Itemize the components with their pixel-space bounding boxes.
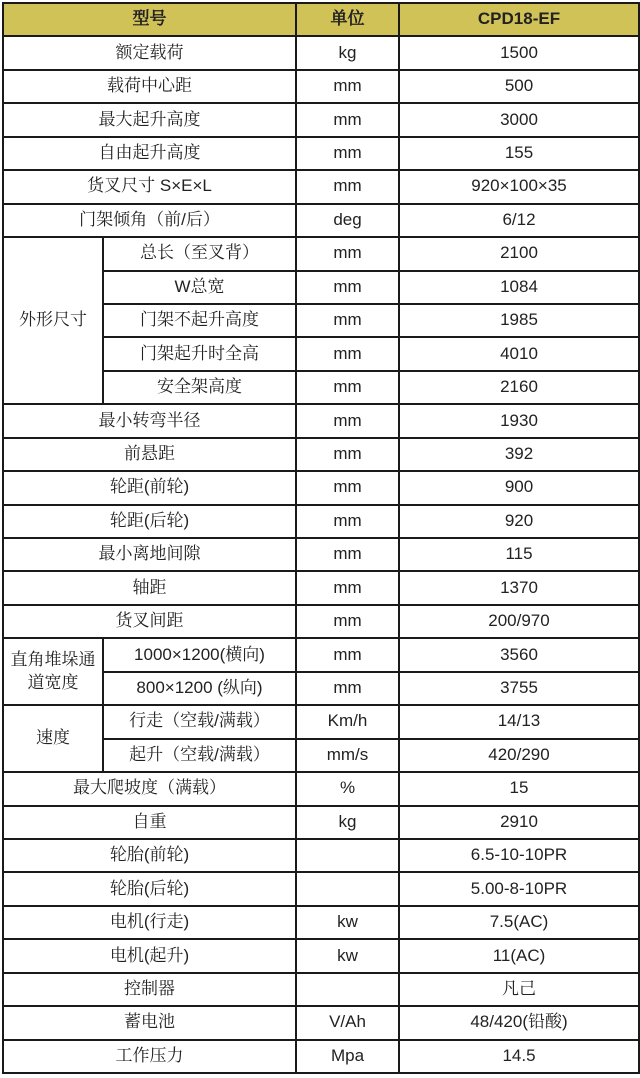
spec-label: 最小转弯半径 xyxy=(3,404,296,437)
spec-label: 自由起升高度 xyxy=(3,137,296,170)
spec-label: 自重 xyxy=(3,806,296,839)
table-row xyxy=(3,973,639,1006)
value-cell: 6.5-10-10PR xyxy=(399,839,639,872)
unit-cell: mm xyxy=(296,505,399,538)
unit-cell: mm xyxy=(296,271,399,304)
unit-cell: V/Ah xyxy=(296,1006,399,1039)
value-cell: 凡己 xyxy=(399,973,639,1006)
unit-cell: kw xyxy=(296,906,399,939)
unit-cell: mm xyxy=(296,571,399,604)
table-row xyxy=(3,705,639,738)
unit-cell xyxy=(296,872,399,905)
unit-cell: mm xyxy=(296,70,399,103)
header-unit-label: 单位 xyxy=(296,3,399,36)
table-row xyxy=(3,505,639,538)
unit-cell xyxy=(296,839,399,872)
value-cell: 3560 xyxy=(399,638,639,671)
table-row xyxy=(3,1006,639,1039)
table-row xyxy=(3,204,639,237)
value-cell: 500 xyxy=(399,70,639,103)
unit-cell: mm xyxy=(296,304,399,337)
table-row xyxy=(3,170,639,203)
value-cell: 48/420(铅酸) xyxy=(399,1006,639,1039)
value-cell: 3755 xyxy=(399,672,639,705)
table-row xyxy=(3,638,639,671)
spec-label: 货叉尺寸 S×E×L xyxy=(3,170,296,203)
spec-label: 轮距(后轮) xyxy=(3,505,296,538)
spec-sublabel: 门架起升时全高 xyxy=(103,337,296,370)
spec-label: 控制器 xyxy=(3,973,296,1006)
header-model-label: 型号 xyxy=(3,3,296,36)
unit-cell: mm/s xyxy=(296,739,399,772)
unit-cell: mm xyxy=(296,237,399,270)
unit-cell: mm xyxy=(296,672,399,705)
spec-label: 前悬距 xyxy=(3,438,296,471)
unit-cell: mm xyxy=(296,170,399,203)
value-cell: 7.5(AC) xyxy=(399,906,639,939)
spec-sublabel: 起升（空载/满载） xyxy=(103,739,296,772)
spec-label: 门架倾角（前/后） xyxy=(3,204,296,237)
unit-cell: mm xyxy=(296,438,399,471)
value-cell: 392 xyxy=(399,438,639,471)
value-cell: 420/290 xyxy=(399,739,639,772)
value-cell: 2160 xyxy=(399,371,639,404)
unit-cell: deg xyxy=(296,204,399,237)
value-cell: 200/970 xyxy=(399,605,639,638)
table-row xyxy=(3,237,639,270)
unit-cell: kw xyxy=(296,939,399,972)
table-row xyxy=(3,906,639,939)
table-row xyxy=(3,36,639,69)
unit-cell xyxy=(296,973,399,1006)
spec-sublabel: 总长（至叉背） xyxy=(103,237,296,270)
table-row xyxy=(3,772,639,805)
spec-sublabel: 门架不起升高度 xyxy=(103,304,296,337)
spec-sublabel: 安全架高度 xyxy=(103,371,296,404)
spec-label: 电机(起升) xyxy=(3,939,296,972)
value-cell: 3000 xyxy=(399,103,639,136)
table-row xyxy=(3,137,639,170)
value-cell: 155 xyxy=(399,137,639,170)
table-row xyxy=(3,404,639,437)
value-cell: 15 xyxy=(399,772,639,805)
unit-cell: mm xyxy=(296,605,399,638)
table-row xyxy=(3,806,639,839)
value-cell: 2100 xyxy=(399,237,639,270)
group-label-dimensions: 外形尺寸 xyxy=(3,237,103,404)
table-row xyxy=(3,103,639,136)
unit-cell: mm xyxy=(296,137,399,170)
unit-cell: mm xyxy=(296,337,399,370)
unit-cell: Km/h xyxy=(296,705,399,738)
table-row xyxy=(3,1040,639,1073)
spec-label: 货叉间距 xyxy=(3,605,296,638)
spec-label: 轮胎(后轮) xyxy=(3,872,296,905)
value-cell: 1500 xyxy=(399,36,639,69)
spec-sublabel: 行走（空载/满载） xyxy=(103,705,296,738)
spec-label: 最大爬坡度（满载） xyxy=(3,772,296,805)
table-row xyxy=(3,70,639,103)
value-cell: 4010 xyxy=(399,337,639,370)
value-cell: 115 xyxy=(399,538,639,571)
spec-label: 最大起升高度 xyxy=(3,103,296,136)
unit-cell: mm xyxy=(296,103,399,136)
table-row xyxy=(3,438,639,471)
value-cell: 11(AC) xyxy=(399,939,639,972)
table-row xyxy=(3,872,639,905)
value-cell: 920 xyxy=(399,505,639,538)
spec-label: 最小离地间隙 xyxy=(3,538,296,571)
unit-cell: mm xyxy=(296,471,399,504)
spec-table xyxy=(2,2,640,1074)
value-cell: 14.5 xyxy=(399,1040,639,1073)
spec-label: 额定载荷 xyxy=(3,36,296,69)
group-label-speed: 速度 xyxy=(3,705,103,772)
value-cell: 1985 xyxy=(399,304,639,337)
value-cell: 2910 xyxy=(399,806,639,839)
unit-cell: % xyxy=(296,772,399,805)
spec-label: 轮胎(前轮) xyxy=(3,839,296,872)
table-row xyxy=(3,538,639,571)
value-cell: 1930 xyxy=(399,404,639,437)
unit-cell: Mpa xyxy=(296,1040,399,1073)
spec-label: 载荷中心距 xyxy=(3,70,296,103)
spec-sublabel: W总宽 xyxy=(103,271,296,304)
value-cell: 6/12 xyxy=(399,204,639,237)
table-row xyxy=(3,571,639,604)
unit-cell: kg xyxy=(296,36,399,69)
unit-cell: mm xyxy=(296,538,399,571)
table-row xyxy=(3,939,639,972)
spec-sublabel: 800×1200 (纵向) xyxy=(103,672,296,705)
table-row xyxy=(3,471,639,504)
spec-label: 电机(行走) xyxy=(3,906,296,939)
spec-label: 蓄电池 xyxy=(3,1006,296,1039)
group-label-aisle: 直角堆垛通道宽度 xyxy=(3,638,103,705)
table-row xyxy=(3,605,639,638)
value-cell: 1084 xyxy=(399,271,639,304)
spec-sublabel: 1000×1200(横向) xyxy=(103,638,296,671)
spec-label: 轴距 xyxy=(3,571,296,604)
unit-cell: mm xyxy=(296,638,399,671)
unit-cell: mm xyxy=(296,371,399,404)
header-model-value: CPD18-EF xyxy=(399,3,639,36)
unit-cell: kg xyxy=(296,806,399,839)
value-cell: 900 xyxy=(399,471,639,504)
value-cell: 5.00-8-10PR xyxy=(399,872,639,905)
unit-cell: mm xyxy=(296,404,399,437)
header-row xyxy=(3,3,639,36)
value-cell: 920×100×35 xyxy=(399,170,639,203)
spec-label: 工作压力 xyxy=(3,1040,296,1073)
table-row xyxy=(3,839,639,872)
value-cell: 1370 xyxy=(399,571,639,604)
spec-label: 轮距(前轮) xyxy=(3,471,296,504)
value-cell: 14/13 xyxy=(399,705,639,738)
